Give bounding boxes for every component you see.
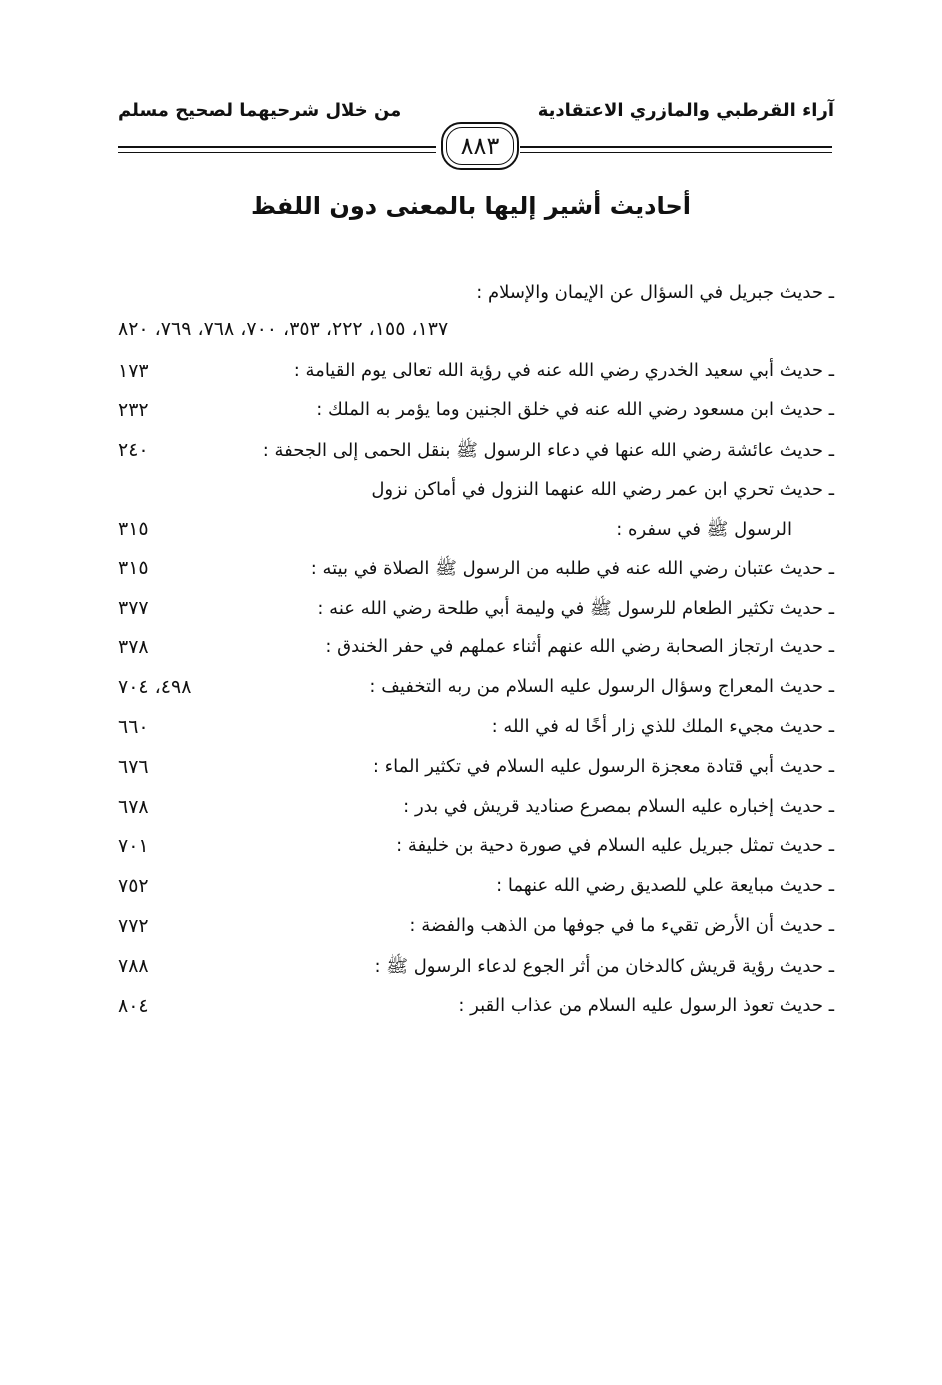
index-entry-text: ـ حديث تمثل جبريل عليه السلام في صورة دحية بن خليفة : (396, 835, 834, 856)
index-entry-pages: ٧٨٨ (118, 955, 149, 977)
index-entry-text: ـ حديث رؤية قريش كالدخان من أثر الجوع لدعاء الرسول ﷺ : (374, 956, 834, 977)
index-entry-pages: ٣٧٨ (118, 636, 149, 658)
index-entry-pages: ٦٧٦ (118, 756, 149, 778)
index-entry-text: ـ حديث عائشة رضي الله عنها في دعاء الرسول ﷺ بنقل الحمى إلى الجحفة : (262, 440, 834, 461)
index-entry-pages: ٨٠٤ (118, 995, 149, 1017)
index-entry-text: ـ حديث تحري ابن عمر رضي الله عنهما النزول في أماكن نزول (371, 479, 834, 500)
running-header-subtitle: من خلال شرحيهما لصحيح مسلم (118, 100, 402, 121)
header-rule-right-bottom (520, 152, 832, 153)
index-entry-text: ـ حديث مجيء الملك للذي زار أخًا له في الله : (491, 716, 834, 737)
running-header-book-title: آراء القرطبي والمازري الاعتقادية (537, 100, 834, 121)
index-entry-pages: ٦٧٨ (118, 796, 149, 818)
index-entry-text: ـ حديث المعراج وسؤال الرسول عليه السلام من ربه التخفيف : (369, 676, 834, 697)
index-entry-pages: ٣١٥ (118, 518, 149, 540)
index-entry-pages: ٦٦٠ (118, 716, 149, 738)
index-entry-text: ـ حديث تعوذ الرسول عليه السلام من عذاب القبر : (458, 995, 834, 1016)
index-entry-text: ـ حديث أبي قتادة معجزة الرسول عليه السلام في تكثير الماء : (372, 756, 834, 777)
index-entry-text: ـ حديث مبايعة علي للصديق رضي الله عنهما : (496, 875, 834, 896)
index-entry-pages: ١٧٣ (118, 360, 149, 382)
index-entry-text: ـ حديث عتبان رضي الله عنه في طلبه من الرسول ﷺ الصلاة في بيته : (310, 558, 834, 579)
index-entry-text: ـ حديث إخباره عليه السلام بمصرع صناديد قريش في بدر : (403, 796, 834, 817)
index-entry-text: ـ حديث أن الأرض تقيء ما في جوفها من الذهب والفضة : (409, 915, 834, 936)
index-entry-text: ـ حديث ارتجاز الصحابة رضي الله عنهم أثناء عملهم في حفر الخندق : (325, 636, 834, 657)
index-entry-text: ـ حديث ابن مسعود رضي الله عنه في خلق الجنين وما يؤمر به الملك : (316, 399, 834, 420)
index-entry-pages: ٧٧٢ (118, 915, 149, 937)
header-rule-right-top (520, 146, 832, 148)
index-entry-text: ـ حديث تكثير الطعام للرسول ﷺ في وليمة أبي طلحة رضي الله عنه : (317, 598, 834, 619)
index-entry-pages: ٤٩٨، ٧٠٤ (118, 676, 192, 698)
index-entry-text: الرسول ﷺ في سفره : (616, 519, 792, 540)
index-entry-text: ـ حديث أبي سعيد الخدري رضي الله عنه في رؤية الله تعالى يوم القيامة : (293, 360, 834, 381)
index-entry-pages: ٧٥٢ (118, 875, 149, 897)
section-title: أحاديث أشير إليها بالمعنى دون اللفظ (251, 192, 691, 220)
index-entry-pages: ٣٧٧ (118, 597, 149, 619)
page-number-frame (441, 122, 519, 170)
index-entry-pages: ٣١٥ (118, 557, 149, 579)
header-rule-left-bottom (118, 152, 436, 153)
header-rule-left-top (118, 146, 436, 148)
index-entry-text: ـ حديث جبريل في السؤال عن الإيمان والإسلام : (476, 282, 834, 303)
page-number: ٨٨٣ (460, 132, 500, 160)
index-entry-pages: ١٣٧، ١٥٥، ٢٢٢، ٣٥٣، ٧٠٠، ٧٦٨، ٧٦٩، ٨٢٠ (118, 318, 449, 340)
index-entry-pages: ٢٣٢ (118, 399, 149, 421)
index-entry-pages: ٧٠١ (118, 835, 149, 857)
index-entry-pages: ٢٤٠ (118, 439, 149, 461)
